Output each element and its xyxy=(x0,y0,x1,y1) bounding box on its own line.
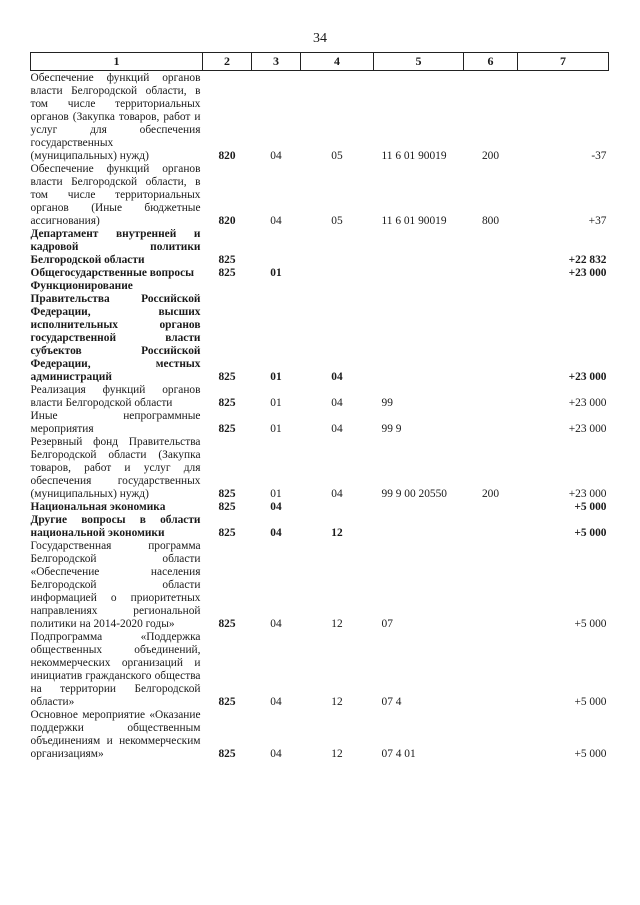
cell-ministry-code: 825 xyxy=(218,618,236,630)
cell-amount: +23 000 xyxy=(568,267,607,279)
cell-subsection: 04 xyxy=(331,371,343,383)
cell-section: 04 xyxy=(270,527,282,539)
table-row xyxy=(31,71,609,164)
row-name: Подпрограмма «Поддержка общественных объединений, некоммерческих организаций и инициатив гражданского общества на территории Белгородской области» xyxy=(30,631,201,708)
table-row xyxy=(31,514,609,540)
row-name: Департамент внутренней и кадровой политики Белгородской области xyxy=(30,228,201,266)
cell-section: 04 xyxy=(270,748,282,760)
cell-ministry-code: 825 xyxy=(218,267,236,279)
cell-section xyxy=(252,228,301,267)
row-name: Резервный фонд Правительства Белгородской области (Закупка товаров, работ и услуг для обеспечения государственных (муниципальных) нужд) xyxy=(30,436,201,500)
row-name: Национальная экономика xyxy=(30,501,166,513)
cell-target-article: 99 9 00 20550 xyxy=(381,488,447,500)
cell-target-article xyxy=(374,280,464,384)
cell-expense-type xyxy=(464,540,518,631)
cell-section: 04 xyxy=(270,696,282,708)
row-name: Другие вопросы в области национальной экономики xyxy=(30,514,201,539)
row-name: Общегосударственные вопросы xyxy=(30,267,195,279)
cell-ministry-code: 820 xyxy=(218,215,236,227)
column-header-4: 4 xyxy=(301,53,374,71)
column-header-3: 3 xyxy=(252,53,301,71)
cell-amount: +5 000 xyxy=(574,748,607,760)
budget-table xyxy=(30,52,609,761)
cell-amount: +5 000 xyxy=(574,501,607,513)
cell-section: 04 xyxy=(270,501,282,513)
cell-target-article: 99 9 xyxy=(381,423,402,435)
cell-subsection xyxy=(301,501,374,514)
table-row xyxy=(31,631,609,709)
cell-expense-type xyxy=(464,631,518,709)
cell-section: 01 xyxy=(270,397,282,409)
cell-ministry-code: 825 xyxy=(218,371,236,383)
cell-target-article xyxy=(374,501,464,514)
cell-subsection: 05 xyxy=(331,215,343,227)
cell-ministry-code: 825 xyxy=(218,397,236,409)
cell-subsection xyxy=(301,228,374,267)
row-name: Реализация функций органов власти Белгородской области xyxy=(30,384,201,409)
cell-expense-type xyxy=(464,384,518,410)
cell-section: 01 xyxy=(270,423,282,435)
table-row xyxy=(31,280,609,384)
cell-section: 01 xyxy=(270,371,282,383)
column-header-2: 2 xyxy=(203,53,252,71)
cell-amount: +5 000 xyxy=(574,618,607,630)
row-name: Функционирование Правительства Российской Федерации, высших исполнительных органов государственной власти субъектов Российской Федерации, местных администраций xyxy=(30,280,201,383)
cell-expense-type xyxy=(464,228,518,267)
row-name: Обеспечение функций органов власти Белгородской области, в том числе территориальных органов (Закупка товаров, работ и услуг для обеспечения государственных (муниципальных) нужд) xyxy=(30,72,201,162)
cell-amount: +22 832 xyxy=(568,254,607,266)
cell-amount: -37 xyxy=(591,150,607,162)
cell-amount: +37 xyxy=(588,215,607,227)
cell-target-article: 07 xyxy=(381,618,393,630)
cell-expense-type xyxy=(464,410,518,436)
cell-target-article: 11 6 01 90019 xyxy=(381,215,447,227)
table-row xyxy=(31,436,609,501)
cell-target-article xyxy=(374,228,464,267)
cell-expense-type xyxy=(464,514,518,540)
table-row xyxy=(31,384,609,410)
cell-section: 01 xyxy=(270,267,282,279)
row-name: Обеспечение функций органов власти Белгородской области, в том числе территориальных органов (Иные бюджетные ассигнования) xyxy=(30,163,201,227)
cell-subsection: 12 xyxy=(331,618,343,630)
table-header-row xyxy=(31,53,609,71)
cell-expense-type: 200 xyxy=(481,488,500,500)
cell-amount: +23 000 xyxy=(568,371,607,383)
cell-amount: +23 000 xyxy=(568,397,607,409)
table-row xyxy=(31,410,609,436)
table-row xyxy=(31,163,609,228)
cell-subsection: 12 xyxy=(331,696,343,708)
cell-target-article: 07 4 xyxy=(381,696,402,708)
cell-amount: +23 000 xyxy=(568,423,607,435)
cell-ministry-code: 825 xyxy=(218,696,236,708)
column-header-5: 5 xyxy=(374,53,464,71)
cell-subsection: 12 xyxy=(331,748,343,760)
cell-section: 04 xyxy=(270,215,282,227)
cell-ministry-code: 820 xyxy=(218,150,236,162)
cell-target-article xyxy=(374,514,464,540)
column-header-7: 7 xyxy=(518,53,609,71)
cell-section: 04 xyxy=(270,618,282,630)
cell-ministry-code: 825 xyxy=(218,501,236,513)
table-row xyxy=(31,540,609,631)
column-header-6: 6 xyxy=(464,53,518,71)
row-name: Государственная программа Белгородской области «Обеспечение населения Белгородской области информацией о приоритетных направлениях региональной политики на 2014-2020 годы» xyxy=(30,540,201,630)
cell-ministry-code: 825 xyxy=(218,488,236,500)
cell-expense-type: 800 xyxy=(481,215,500,227)
row-name: Основное мероприятие «Оказание поддержки общественным объединениям и некоммерческим организациям» xyxy=(30,709,201,760)
cell-section: 04 xyxy=(270,150,282,162)
cell-ministry-code: 825 xyxy=(218,423,236,435)
cell-expense-type xyxy=(464,709,518,761)
table-row xyxy=(31,228,609,267)
cell-amount: +23 000 xyxy=(568,488,607,500)
cell-ministry-code: 825 xyxy=(218,527,236,539)
cell-expense-type: 200 xyxy=(481,150,500,162)
table-row xyxy=(31,501,609,514)
column-header-1: 1 xyxy=(31,53,203,71)
cell-target-article: 11 6 01 90019 xyxy=(381,150,447,162)
cell-section: 01 xyxy=(270,488,282,500)
cell-expense-type xyxy=(464,267,518,280)
cell-expense-type xyxy=(464,501,518,514)
cell-amount: +5 000 xyxy=(574,527,607,539)
cell-subsection: 05 xyxy=(331,150,343,162)
cell-ministry-code: 825 xyxy=(218,748,236,760)
cell-subsection: 04 xyxy=(331,488,343,500)
table-row xyxy=(31,709,609,761)
cell-ministry-code: 825 xyxy=(218,254,236,266)
row-name: Иные непрограммные мероприятия xyxy=(30,410,201,435)
cell-subsection: 04 xyxy=(331,423,343,435)
cell-subsection: 12 xyxy=(331,527,343,539)
cell-subsection xyxy=(301,267,374,280)
cell-subsection: 04 xyxy=(331,397,343,409)
page-number: 34 xyxy=(313,31,327,46)
cell-expense-type xyxy=(464,280,518,384)
cell-amount: +5 000 xyxy=(574,696,607,708)
cell-target-article xyxy=(374,267,464,280)
cell-target-article: 07 4 01 xyxy=(381,748,416,760)
cell-target-article: 99 xyxy=(381,397,393,409)
table-row xyxy=(31,267,609,280)
